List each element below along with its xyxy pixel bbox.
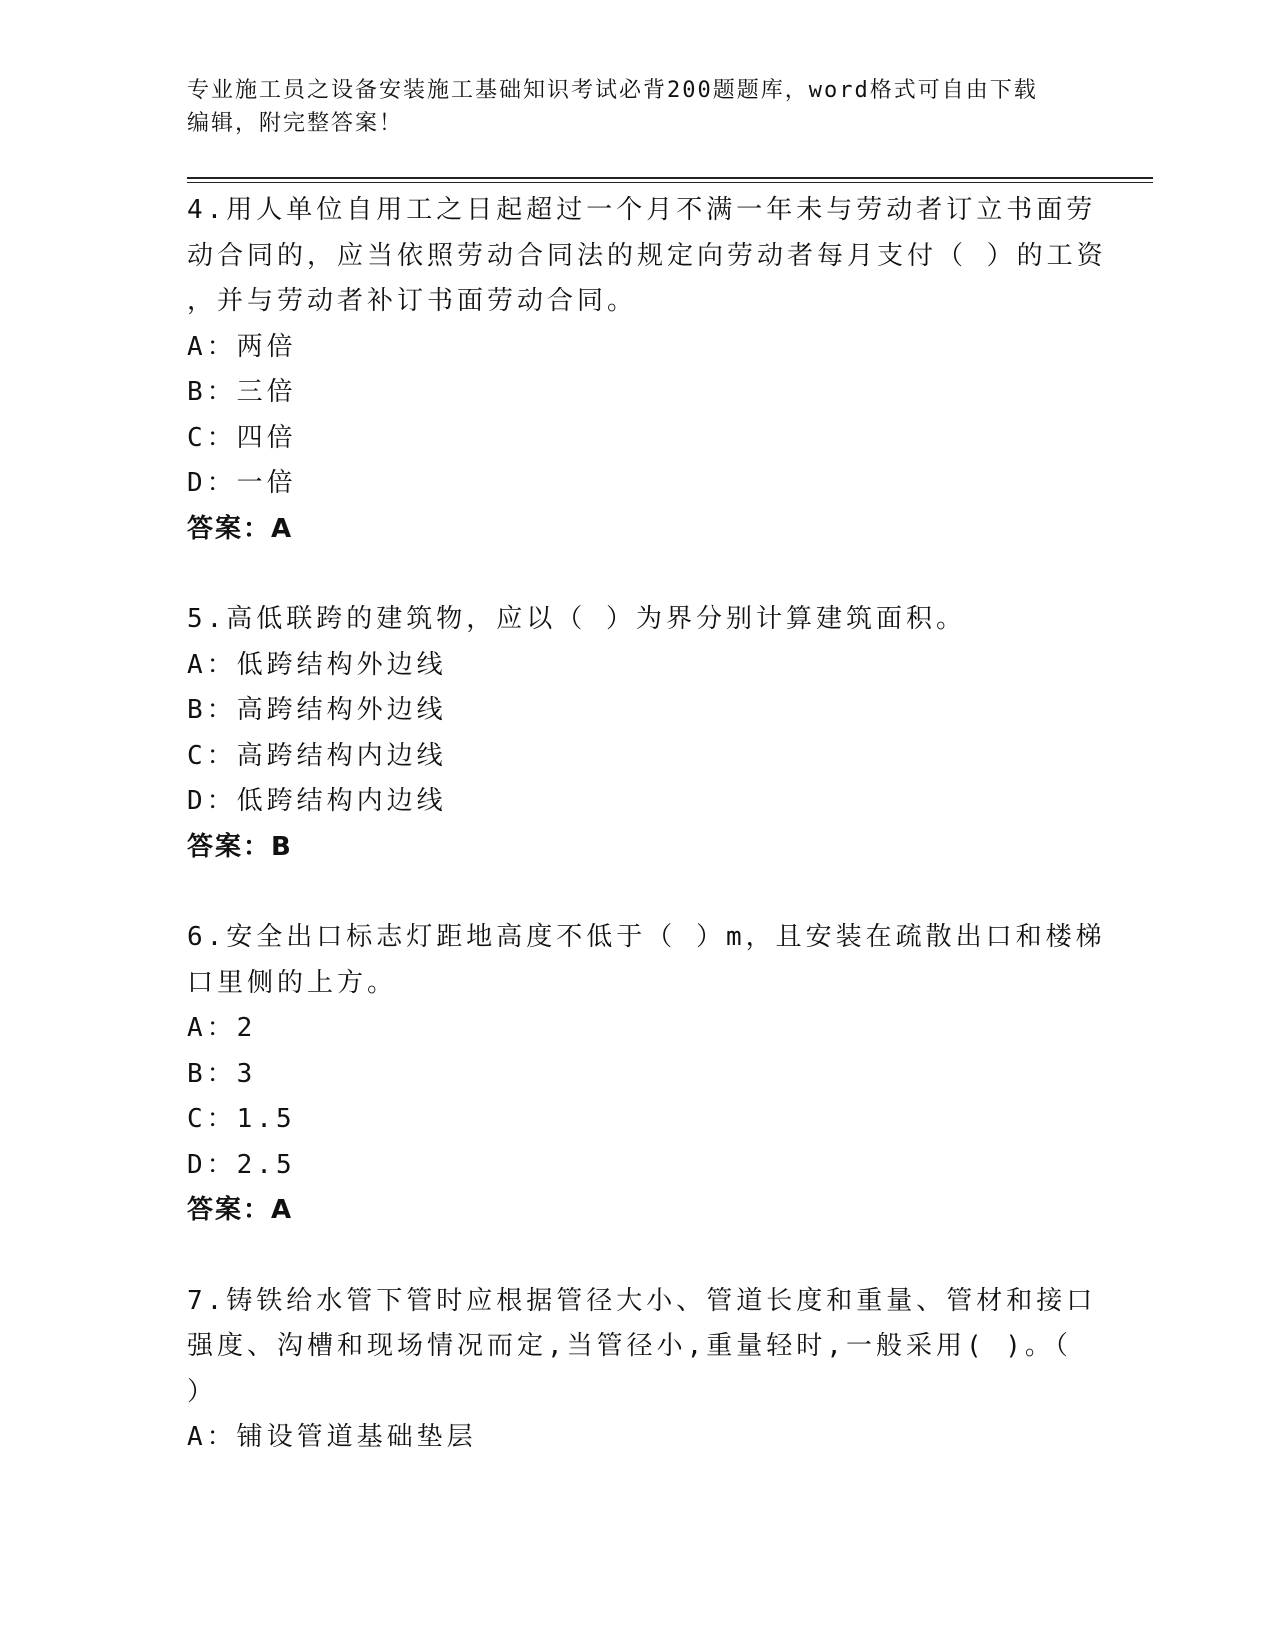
question-stem-line: 6.安全出口标志灯距地高度不低于（ ）m，且安装在疏散出口和楼梯 <box>187 922 1106 952</box>
answer-line: 答案：A <box>187 1195 294 1225</box>
question-6 <box>187 915 1106 1234</box>
option-b: B：高跨结构外边线 <box>187 695 447 725</box>
question-stem-line: 动合同的，应当依照劳动合同法的规定向劳动者每月支付（ ）的工资 <box>187 240 1107 271</box>
option-b: B：3 <box>187 1058 257 1089</box>
option-a: A：铺设管道基础垫层 <box>187 1422 477 1452</box>
option-a: A：两倍 <box>187 331 297 362</box>
option-c: C：1.5 <box>187 1104 296 1134</box>
question-4 <box>187 188 1107 552</box>
question-list <box>187 188 1107 1506</box>
header-divider-thick <box>187 177 1153 179</box>
question-stem-line: 5.高低联跨的建筑物，应以（ ）为界分别计算建筑面积。 <box>187 604 966 634</box>
option-a: A：低跨结构外边线 <box>187 649 447 680</box>
question-stem-line: ） <box>187 1376 218 1407</box>
question-stem-line: 4.用人单位自用工之日起超过一个月不满一年未与劳动者订立书面劳 <box>187 195 1097 225</box>
option-d: D：低跨结构内边线 <box>187 786 447 816</box>
option-d: D：2.5 <box>187 1149 296 1180</box>
answer-line: 答案：B <box>187 831 293 862</box>
header-title-line-1: 专业施工员之设备安装施工基础知识考试必背200题题库，word格式可自由下载 <box>187 78 1038 103</box>
question-stem-line: ，并与劳动者补订书面劳动合同。 <box>187 286 638 316</box>
header-divider-thin <box>187 182 1153 183</box>
answer-line: 答案：A <box>187 513 294 544</box>
question-stem-line: 口里侧的上方。 <box>187 967 398 998</box>
option-b: B：三倍 <box>187 377 297 407</box>
option-d: D：一倍 <box>187 468 297 498</box>
header-title-line-2: 编辑，附完整答案！ <box>187 111 404 136</box>
question-stem-line: 7.铸铁给水管下管时应根据管径大小、管道长度和重量、管材和接口 <box>187 1285 1097 1316</box>
question-7 <box>187 1279 1097 1461</box>
question-stem-line: 强度、沟槽和现场情况而定,当管径小,重量轻时,一般采用( )。（ <box>187 1331 1072 1361</box>
option-c: C：四倍 <box>187 422 297 453</box>
document-header <box>187 74 1067 140</box>
question-5 <box>187 597 1087 870</box>
option-a: A：2 <box>187 1013 257 1043</box>
option-c: C：高跨结构内边线 <box>187 740 447 771</box>
